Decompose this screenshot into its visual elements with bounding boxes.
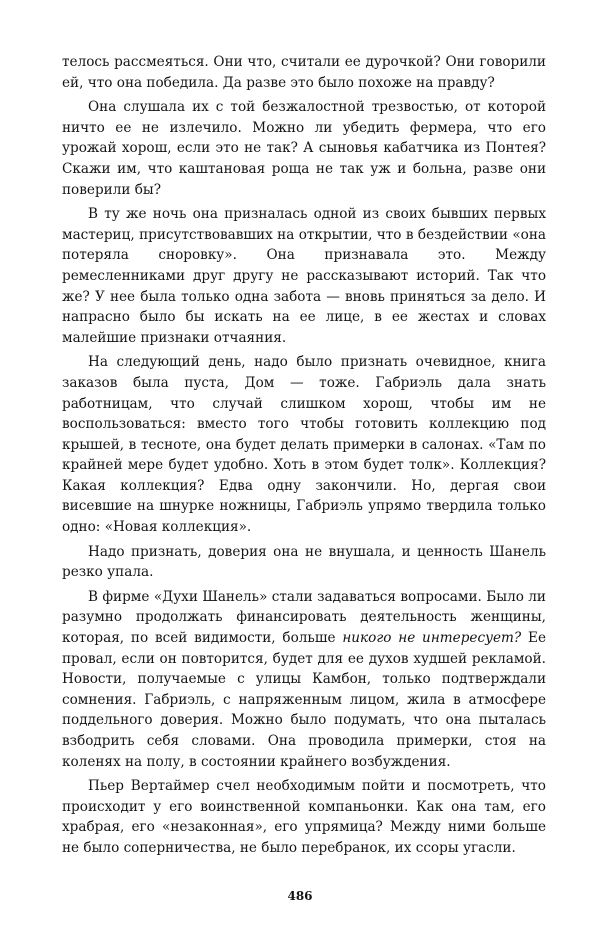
paragraph-perfume-firm-text-a: В фирме «Духи Шанель» стали задаваться вопросами. Было ли разумно продолжать финансировать деятельность женщины, которая, по всей видимости, больше: [62, 588, 546, 647]
paragraph-lost-skill: В ту же ночь она призналась одной из своих бывших первых мастериц, присутствовавших на открытии, что в бездействии «она потеряла сноровку». Она признавала это. Между ремесленниками друг другу не рассказывают историй. Так что же? У нее была только одна забота — вновь приняться за дело. И напрасно было бы искать на ее лице, в ее жестах и словах малейшие признаки отчаяния.: [62, 206, 546, 346]
paragraph-wertheimer: Пьер Вертаймер счел необходимым пойти и посмотреть, что происходит у его воинственной компаньонки. Как она там, его храбрая, его «незаконная», его упрямица? Между ними больше не было соперничества, не было перебранок, их ссоры угасли.: [62, 778, 546, 856]
paragraph-perfume-firm-italic: никого не интересует?: [342, 630, 522, 647]
book-page-text: [62, 52, 546, 859]
paragraph-next-day: На следующий день, надо было признать очевидное, книга заказов была пуста, Дом — тоже. Габриэль дала знать работницам, что случай слишком хорош, чтобы им не воспользоваться: вместо того чтобы готовить коллекцию под крышей, в тесноте, она будет делать примерки в салонах. «Там по крайней мере будет удобно. Хоть в этом будет толк». Коллекция? Какая коллекция? Едва одну закончили. Но, дергая свои висевшие на шнурке ножницы, Габриэль упрямо твердила только одно: «Новая коллекция».: [62, 354, 546, 536]
page-number: 486: [287, 889, 313, 903]
paragraph-trust: Надо признать, доверия она не внушала, и ценность Шанель резко упала.: [62, 543, 546, 581]
paragraph-perfume-firm: [62, 587, 546, 772]
paragraph-continuation: телось рассмеяться. Они что, считали ее дурочкой? Они говорили ей, что она победила. Да разве это было похоже на правду?: [62, 54, 546, 91]
paragraph-sober-listening: Она слушала их с той безжалостной трезвостью, от которой ничто ее не излечило. Можно ли убедить фермера, что его урожай хорош, если это не так? А сыновья кабатчика из Понтея? Скажи им, что каштановая роща не так уж и больна, разве они поверили бы?: [62, 99, 546, 198]
paragraph-perfume-firm-text-b: Ее провал, если он повторится, будет для ее духов худшей рекламой. Новости, получаемые с улицы Камбон, только подтверждали сомнения. Габриэль, с напряженным лицом, жила в атмосфере поддельного доверия. Можно было подумать, что она пыталась взбодрить себя словами. Она проводила примерки, стоя на коленях на полу, в состоянии крайнего возбуждения.: [62, 630, 546, 770]
